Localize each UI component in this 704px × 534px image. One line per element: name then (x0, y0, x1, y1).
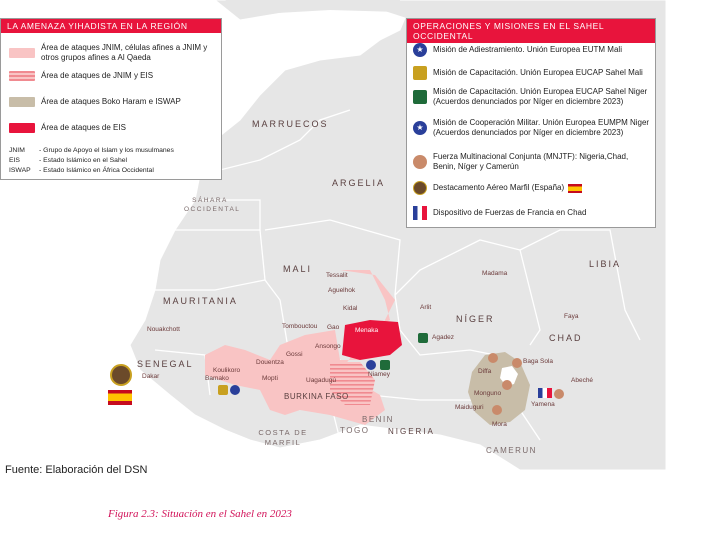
country-label-libia: LIBIA (589, 259, 622, 269)
city-diffa: Diffa (478, 368, 492, 375)
threat-legend-title: LA AMENAZA YIHADISTA EN LA REGIÓN (1, 19, 221, 33)
city-gossi: Gossi (286, 351, 303, 358)
country-label-benin: BENIN (362, 415, 394, 424)
legend-item-jnim-eis (9, 71, 215, 81)
niger-badge-icon (418, 333, 428, 343)
legend-item-eis (9, 123, 215, 133)
country-label-togo: TOGO (340, 426, 370, 435)
city-mopti: Mopti (262, 375, 278, 382)
legend-item-mnjtf (413, 152, 651, 171)
jnim-eis-swatch (9, 71, 35, 81)
city-monguno: Monguno (474, 390, 502, 397)
legend-item-label: Misión de Capacitación. Unión Europea EUCAP Sahel Niger (Acuerdos denunciados por Níger en diciembre 2023) (433, 87, 648, 106)
spain-flag-icon (108, 390, 132, 405)
country-label-burkina: BURKINA FASO (284, 392, 349, 401)
operations-legend-title: OPERACIONES Y MISIONES EN EL SAHEL OCCIDENTAL (407, 19, 655, 43)
country-label-senegal: SENEGAL (137, 359, 194, 369)
city-tessalit: Tessalit (326, 272, 348, 279)
city-agadez: Agadez (432, 334, 455, 341)
city-gao: Gao (327, 324, 340, 331)
mali-flag-icon (218, 385, 228, 395)
legend-item-eumpm (413, 118, 651, 137)
city-douentza: Douentza (256, 359, 284, 366)
mnjtf-badge-icon (488, 353, 498, 363)
country-label-costa: COSTA DE MARFIL (258, 428, 308, 447)
city-aguelhok: Aguelhok (328, 287, 356, 294)
legend-item-francia (413, 206, 651, 220)
mnjtf-badge-icon (502, 380, 512, 390)
abbr-iswap: ISWAP - Estado Islámico en África Occidental (9, 167, 154, 174)
mnjtf-badge-icon (413, 155, 427, 169)
city-abeche: Abeché (571, 377, 594, 384)
city-bamako: Bamako (205, 375, 229, 382)
country-label-niger: NÍGER (456, 314, 495, 324)
legend-item-label: Área de ataques de JNIM y EIS (41, 71, 154, 81)
eu-badge-icon: ★ (413, 121, 427, 135)
spain-air-badge-icon (110, 364, 132, 386)
figure-caption: Figura 2.3: Situación en el Sahel en 2023 (108, 508, 292, 520)
legend-item-boko-haram (9, 97, 215, 107)
spain-flag-icon (568, 184, 582, 193)
abbr-eis: EIS - Estado Islámico en el Sahel (9, 157, 128, 164)
city-maiduguri: Maiduguri (455, 404, 484, 411)
spain-air-badge-icon (413, 181, 427, 195)
country-label-nigeria: NIGERIA (388, 427, 435, 436)
legend-item-label: Dispositivo de Fuerzas de Francia en Chad (433, 208, 587, 218)
mnjtf-badge-icon (554, 389, 564, 399)
operations-legend (406, 18, 656, 228)
city-uagadugu: Uagadugú (306, 377, 336, 384)
eis-swatch (9, 123, 35, 133)
jnim-swatch (9, 48, 35, 58)
city-faya: Faya (564, 313, 579, 320)
mnjtf-badge-icon (492, 405, 502, 415)
country-label-sahara: SÁHARA OCCIDENTAL (184, 197, 241, 213)
eu-badge-icon (230, 385, 240, 395)
city-ansongo: Ansongo (315, 343, 341, 350)
legend-item-label: Destacamento Aéreo Marfil (España) (433, 183, 565, 193)
legend-item-label: Fuerza Multinacional Conjunta (MNJTF): Nigeria,Chad, Benin, Níger y Camerún (433, 152, 629, 171)
country-label-marruecos: MARRUECOS (252, 119, 329, 129)
city-nouakchott: Nouakchott (147, 326, 180, 333)
country-label-chad: CHAD (549, 333, 583, 343)
eu-badge-icon (366, 360, 376, 370)
country-label-mali: MALI (283, 264, 313, 274)
legend-item-label: Área de ataques de EIS (41, 123, 126, 133)
france-flag-icon (413, 206, 427, 220)
niger-badge-icon (380, 360, 390, 370)
mali-flag-icon (413, 66, 427, 80)
legend-item-label: Misión de Adiestramiento. Unión Europea EUTM Mali (433, 45, 622, 55)
legend-item-label: Misión de Capacitación. Unión Europea EUCAP Sahel Mali (433, 68, 643, 78)
legend-item-label: Misión de Cooperación Militar. Unión Europea EUMPM Niger (Acuerdos denunciados por Níger en diciembre 2023) (433, 118, 650, 137)
city-arlit: Arlit (420, 304, 432, 311)
legend-item-marfil (413, 181, 651, 195)
legend-item-label: Área de ataques JNIM, células afines a JNIM y otros grupos afines a Al Qaeda (41, 43, 208, 62)
city-niamey: Niamey (368, 371, 391, 378)
niger-badge-icon (413, 90, 427, 104)
city-yamena: Yamena (531, 401, 555, 408)
city-dakar: Dakar (142, 373, 160, 380)
country-label-argelia: ARGELIA (332, 178, 386, 188)
city-menaka: Menaka (355, 327, 379, 334)
abbr-jnim: JNIM - Grupo de Apoyo el Islam y los musulmanes (9, 147, 174, 154)
legend-item-eutm (413, 43, 651, 57)
country-label-camerun: CAMERUN (486, 446, 537, 455)
legend-item-jnim (9, 43, 215, 62)
country-label-mauritania: MAURITANIA (163, 296, 238, 306)
legend-item-eucap-niger (413, 87, 651, 106)
city-koulikoro: Koulikoro (213, 367, 241, 374)
city-kidal: Kidal (343, 305, 358, 312)
boko-haram-swatch (9, 97, 35, 107)
legend-item-label: Área de ataques Boko Haram e ISWAP (41, 97, 181, 107)
threat-legend (0, 18, 222, 180)
legend-item-eucap-mali (413, 66, 651, 80)
source-note: Fuente: Elaboración del DSN (5, 464, 148, 476)
mnjtf-badge-icon (512, 358, 522, 368)
city-madama: Madama (482, 270, 508, 277)
eu-badge-icon: ★ (413, 43, 427, 57)
city-tombouctou: Tombouctou (282, 323, 318, 330)
france-flag-icon (538, 388, 552, 398)
city-mora: Mora (492, 421, 507, 428)
city-bagasola: Baga Sola (523, 358, 553, 365)
